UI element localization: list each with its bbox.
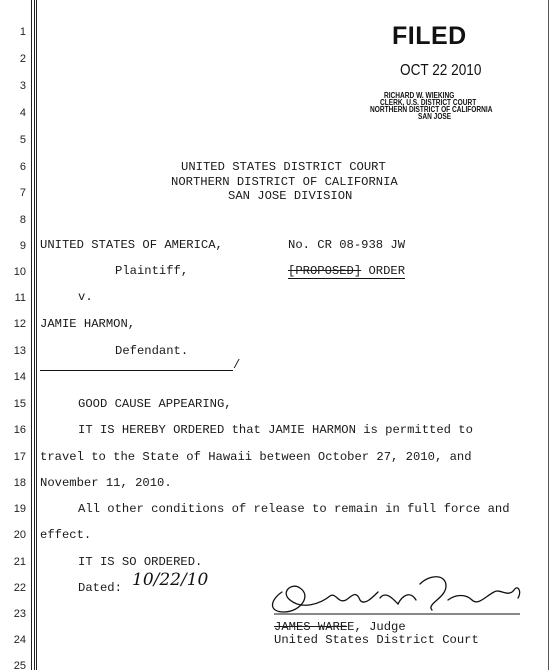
dated-label: Dated: [78,581,122,595]
defendant-name: JAMIE HARMON, [40,317,136,331]
judge-title: E, Judge [347,620,406,634]
clerk-city: SAN JOSE [418,112,452,121]
line-number: 20 [13,529,26,541]
line-number: 10 [13,266,26,278]
court-division: SAN JOSE DIVISION [228,189,353,203]
clerk-name: RICHARD W. WIEKING [384,91,455,100]
line-number: 18 [13,477,26,489]
line-number: 25 [13,660,26,672]
judge-court: United States District Court [274,633,479,647]
line-number: 19 [13,503,26,515]
struck-proposed: [PROPOSED] [288,264,362,278]
line-number: 11 [14,292,26,304]
line-number: 15 [13,398,26,410]
case-number: No. CR 08-938 JW [288,238,406,252]
body-line-21: IT IS SO ORDERED. [78,555,203,569]
versus: v. [78,290,93,304]
line-number: 3 [19,80,26,92]
body-line-18: November 11, 2010. [40,476,172,490]
line-number: 8 [19,214,26,226]
line-number: 21 [13,556,26,568]
filed-stamp: FILED [392,22,467,50]
body-line-16: IT IS HEREBY ORDERED that JAMIE HARMON is permitted to [78,423,473,437]
clerk-district: NORTHERN DISTRICT OF CALIFORNIA [370,105,493,114]
line-number: 22 [13,582,26,594]
body-line-19: All other conditions of release to remain in full force and [78,502,510,516]
struck-judge-name: JAMES WARE [274,620,348,634]
line-number: 6 [19,161,26,173]
line-number: 23 [13,608,26,620]
line-number: 2 [19,53,26,65]
court-name: UNITED STATES DISTRICT COURT [181,160,386,174]
caption-slash: / [233,358,241,372]
line-number: 12 [13,318,26,330]
judge-name-line [274,620,406,634]
clerk-title: CLERK, U.S. DISTRICT COURT [380,98,477,107]
body-line-17: travel to the State of Hawaii between October 27, 2010, and [40,450,472,464]
handwritten-date: 10/22/10 [132,570,209,590]
court-district: NORTHERN DISTRICT OF CALIFORNIA [171,175,398,189]
line-number: 7 [19,187,26,199]
plaintiff-role: Plaintiff, [115,264,189,278]
order-word: ORDER [368,264,406,278]
line-number: 5 [19,134,26,146]
body-line-20: effect. [40,528,92,542]
filed-stamp-date: OCT 22 2010 [400,62,482,79]
defendant-role: Defendant. [115,344,189,358]
line-number: 16 [13,424,26,436]
body-line-15: GOOD CAUSE APPEARING, [78,397,232,411]
line-number: 24 [13,634,26,646]
line-number: 13 [13,345,26,357]
signature-stroke [273,577,520,612]
line-number: 9 [19,240,26,252]
line-number: 14 [13,371,26,383]
plaintiff-name: UNITED STATES OF AMERICA, [40,238,223,252]
line-number: 4 [19,107,26,119]
line-number: 1 [19,26,26,38]
line-number: 17 [13,451,26,463]
